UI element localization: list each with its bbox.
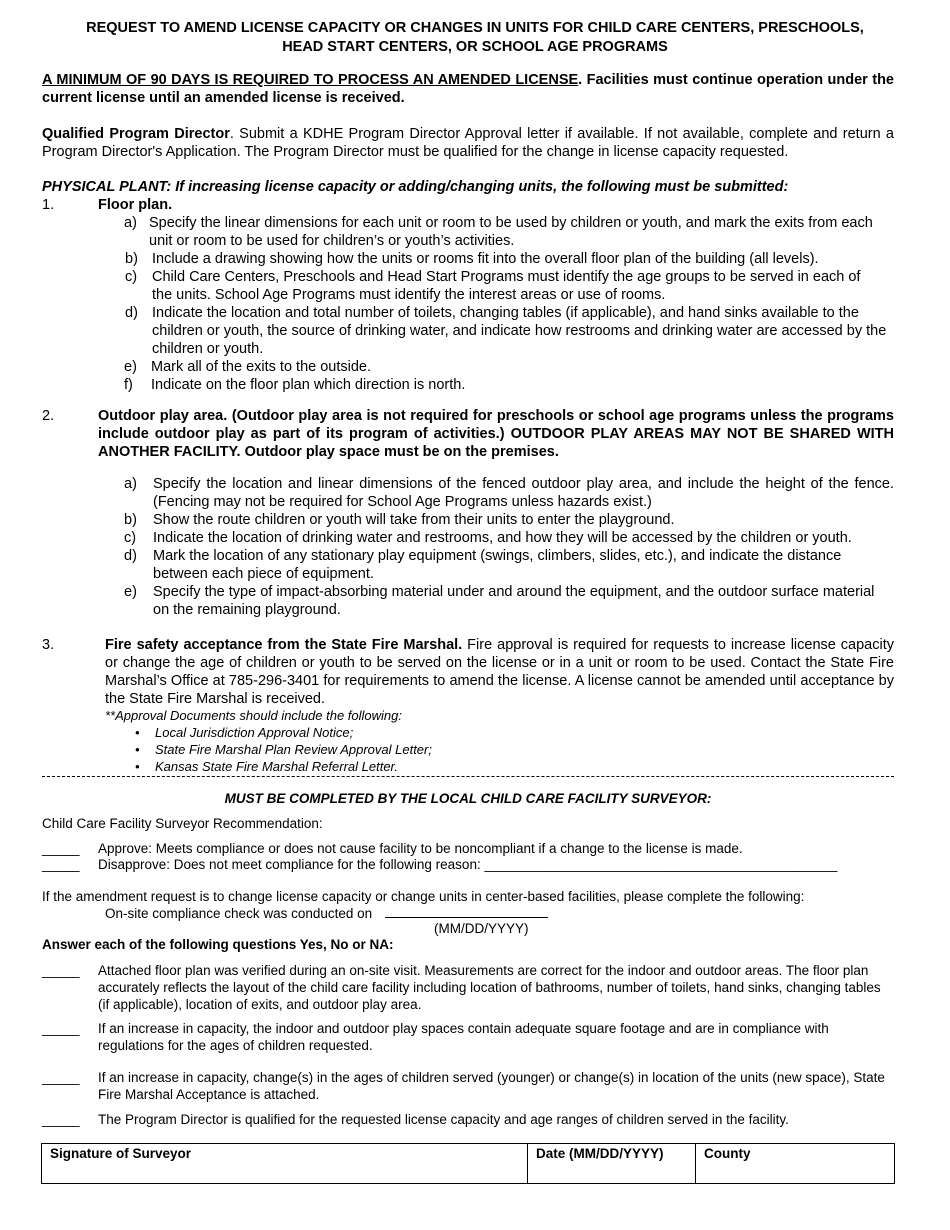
outdoor-play-item: d) Mark the location of any stationary play equipment (swings, climbers, slides, etc.), and indicate the distance between each piece of equipment. — [124, 548, 842, 582]
question-item — [42, 1069, 894, 1103]
floor-plan-item: e) Mark all of the exits to the outside. — [124, 359, 372, 375]
answer-blank[interactable]: _____ — [42, 963, 80, 978]
floor-plan-item: c) Child Care Centers, Preschools and Head Start Programs must identify the age groups to be served in each of the units. School Age Programs must identify the interest areas or use of rooms. — [125, 269, 861, 303]
approve-option[interactable] — [42, 840, 894, 857]
section-divider — [42, 776, 894, 777]
date-format-hint: (MM/DD/YYYY) — [434, 921, 529, 936]
section-3-number: 3. — [42, 637, 55, 653]
signature-date-field[interactable]: Date (MM/DD/YYYY) — [528, 1144, 696, 1184]
onsite-date-field[interactable] — [385, 917, 548, 918]
notice-rest: . Facilities must continue operation under the current license until an amended license is received. — [42, 72, 894, 106]
amendment-instructions: If the amendment request is to change license capacity or change units in center-based facilities, please complete the following: — [42, 889, 805, 904]
approval-documents-list — [135, 724, 535, 775]
question-text: If an increase in capacity, change(s) in the ages of children served (younger) or change(s) in location of the units (new space), State Fire Marshal Acceptance is attached. — [98, 1070, 885, 1102]
approval-document-item: • State Fire Marshal Plan Review Approval Letter; — [135, 742, 432, 757]
outdoor-play-item: c) Indicate the location of drinking water and restrooms, and how they will be accessed by the children or youth. — [124, 530, 852, 546]
question-item — [42, 1020, 894, 1054]
question-item — [42, 962, 894, 1013]
recommendation-label: Child Care Facility Surveyor Recommendation: — [42, 816, 323, 831]
section-1-heading: Floor plan. — [98, 197, 173, 213]
section-3-paragraph — [105, 636, 894, 708]
outdoor-play-item: a) Specify the location and linear dimensions of the fenced outdoor play area, and include the height of the fence. (Fencing may not be required for School Age Programs unless hazards exist.) — [124, 476, 894, 510]
question-text: If an increase in capacity, the indoor and outdoor play spaces contain adequate square footage and are in compliance with regulations for the ages of children requested. — [98, 1021, 829, 1053]
floor-plan-item: d) Indicate the location and total number of toilets, changing tables (if applicable), and hand sinks available to the children or youth, the source of drinking water, and indicate how restrooms and drinking water are accessed by the children or youth. — [125, 305, 887, 357]
signature-table — [41, 1143, 895, 1184]
physical-plant-heading: PHYSICAL PLANT: If increasing license capacity or adding/changing units, the following must be submitted: — [42, 179, 789, 195]
outdoor-play-item: b) Show the route children or youth will take from their units to enter the playground. — [124, 512, 675, 528]
form-title-line-2: HEAD START CENTERS, OR SCHOOL AGE PROGRAMS — [282, 39, 668, 55]
outdoor-play-item: e) Specify the type of impact-absorbing material under and around the equipment, and the outdoor surface material on the remaining playground. — [124, 584, 875, 618]
onsite-check-label: On-site compliance check was conducted on — [105, 906, 373, 921]
answer-instructions: Answer each of the following questions Yes, No or NA: — [42, 937, 394, 952]
disapprove-blank[interactable]: _____ — [42, 857, 80, 872]
question-item — [42, 1111, 894, 1128]
form-title-line-1: REQUEST TO AMEND LICENSE CAPACITY OR CHANGES IN UNITS FOR CHILD CARE CENTERS, PRESCHOOLS, — [86, 20, 864, 36]
question-text: The Program Director is qualified for the requested license capacity and age ranges of children served in the facility. — [98, 1112, 789, 1127]
approval-document-item: • Kansas State Fire Marshal Referral Letter. — [135, 759, 399, 774]
approval-documents-note: **Approval Documents should include the following: — [105, 708, 403, 723]
surveyor-heading: MUST BE COMPLETED BY THE LOCAL CHILD CARE FACILITY SURVEYOR: — [224, 791, 712, 806]
minimum-days-notice: A MINIMUM OF 90 DAYS IS REQUIRED TO PROCESS AN AMENDED LICENSE — [42, 72, 579, 88]
answer-blank[interactable]: _____ — [42, 1112, 80, 1127]
section-3-text: Fire approval is required for requests to increase license capacity or change the age of children or youth to be served on the license or in a unit or room to be used. Contact the State Fire Marshal’s Office at 785-296-3401 for requirements to amend the license. A license cannot be amended until acceptance by the State Fire Marshal is received. — [105, 637, 895, 707]
section-2-number: 2. — [42, 408, 55, 424]
section-3-heading: Fire safety acceptance from the State Fire Marshal. — [105, 637, 463, 653]
question-text: Attached floor plan was verified during an on-site visit. Measurements are correct for the indoor and outdoor areas. The floor plan accurately reflects the layout of the child care facility including location of bathrooms, number of toilets, hand sinks, changing tables (if applicable), location of exits, and outdoor play area. — [98, 963, 881, 1012]
program-director-label: Qualified Program Director — [42, 126, 230, 142]
program-director-text: . Submit a KDHE Program Director Approval letter if available. If not available, complete and return a Program Director's Application. The Program Director must be qualified for the change in license capacity requested. — [42, 126, 895, 160]
answer-blank[interactable]: _____ — [42, 1070, 80, 1085]
approve-blank[interactable]: _____ — [42, 841, 80, 856]
answer-blank[interactable]: _____ — [42, 1021, 80, 1036]
disapprove-option[interactable] — [42, 856, 894, 873]
form-title — [40, 19, 910, 57]
approve-text: Approve: Meets compliance or does not cause facility to be noncompliant if a change to the license is made. — [98, 841, 743, 856]
floor-plan-item: a) Specify the linear dimensions for each unit or room to be used by children or youth, and mark the exits from each unit or room to be used for children’s or youth’s activities. — [124, 215, 873, 249]
floor-plan-item: b) Include a drawing showing how the units or rooms fit into the overall floor plan of the building (all levels). — [125, 251, 819, 267]
section-2-heading: Outdoor play area. (Outdoor play area is not required for preschools or school age programs unless the programs include outdoor play as part of its program of activities.) OUTDOOR PLAY AREAS MAY NOT BE SHARED WITH ANOTHER FACILITY. Outdoor play space must be on the premises. — [98, 408, 894, 460]
floor-plan-item: f) Indicate on the floor plan which direction is north. — [124, 377, 466, 393]
approval-document-item: • Local Jurisdiction Approval Notice; — [135, 725, 354, 740]
processing-notice — [42, 71, 894, 107]
program-director-paragraph — [42, 125, 894, 161]
county-field[interactable]: County — [696, 1144, 895, 1184]
signature-field[interactable]: Signature of Surveyor — [42, 1144, 528, 1184]
disapprove-text: Disapprove: Does not meet compliance for the following reason: _______________________________________________ — [98, 857, 838, 872]
section-1-number: 1. — [42, 197, 55, 213]
